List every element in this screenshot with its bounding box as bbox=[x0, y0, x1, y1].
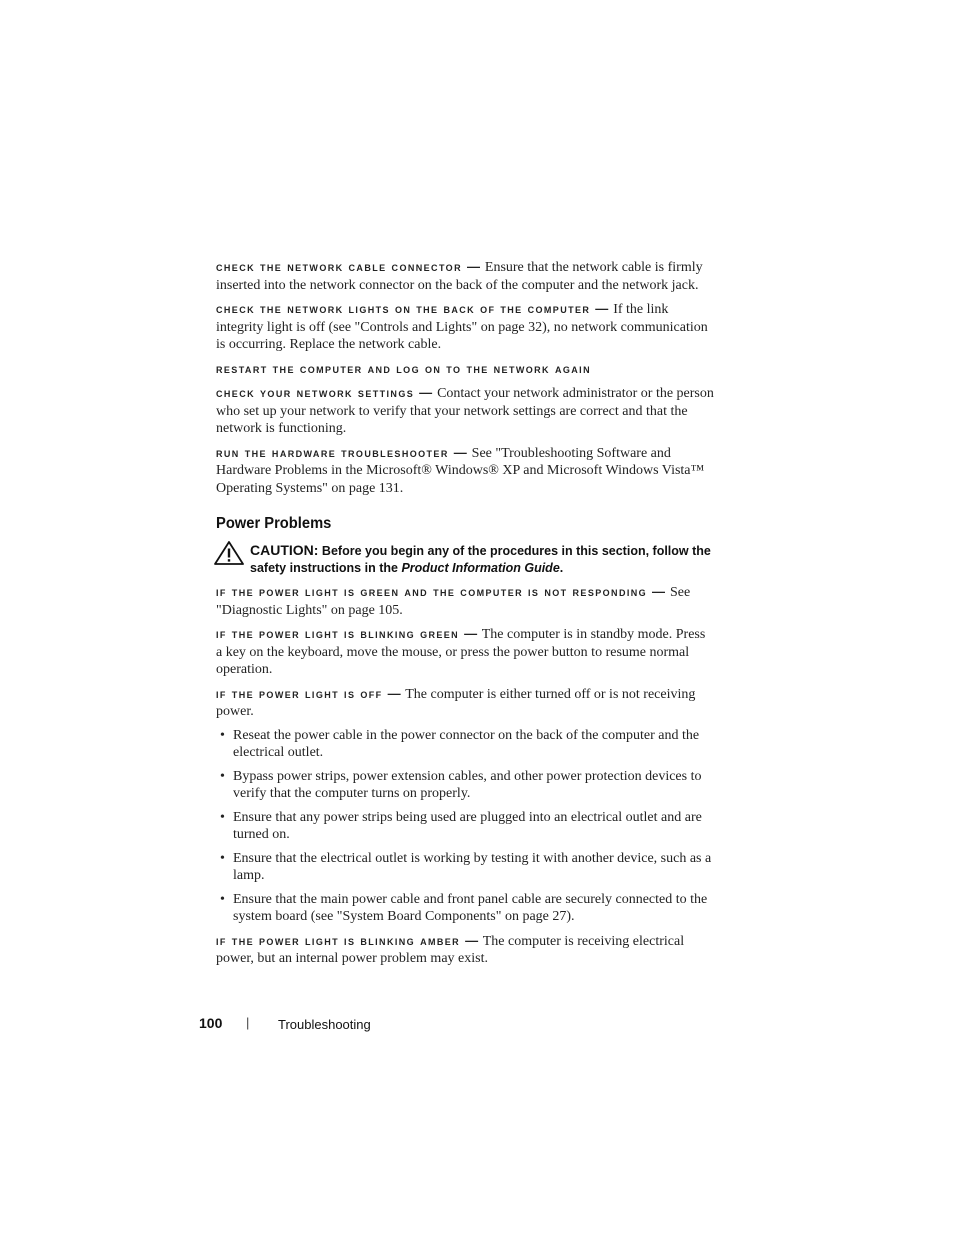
paragraph-check-settings bbox=[216, 384, 714, 438]
caution-text: Before you begin any of the procedures in this section, follow the safety instructions in the bbox=[250, 544, 711, 575]
lead-heading: check the network lights on the back of the computer — bbox=[216, 301, 610, 316]
bullet-icon: • bbox=[220, 891, 225, 907]
bullet-list bbox=[216, 727, 714, 926]
paragraph-text: Ensure that the network cable is firmly inserted into the network connector on the back of the computer and the network jack. bbox=[216, 260, 703, 293]
lead-heading: if the power light is off — bbox=[216, 685, 402, 701]
list-item: • Ensure that any power strips being used are plugged into an electrical outlet and are turned on. bbox=[220, 809, 702, 842]
warning-triangle-icon bbox=[214, 541, 244, 565]
paragraph-check-cable bbox=[216, 258, 714, 294]
lead-heading: restart the computer and log on to the network again bbox=[216, 360, 591, 376]
lead-heading: check your network settings — bbox=[216, 385, 434, 400]
chapter-title: Troubleshooting bbox=[278, 1017, 371, 1032]
page-number: 100 bbox=[199, 1015, 223, 1031]
paragraph-power-blinking-green bbox=[216, 625, 714, 679]
paragraph-text: See "Diagnostic Lights" on page 105. bbox=[216, 585, 691, 618]
paragraph-power-off bbox=[216, 685, 714, 721]
bullet-icon: • bbox=[220, 727, 225, 743]
section-title: Power Problems bbox=[216, 515, 332, 532]
bullet-icon: • bbox=[220, 768, 225, 784]
list-item: • Ensure that the electrical outlet is working by testing it with another device, such as a lamp. bbox=[220, 850, 712, 883]
lead-heading: check the network cable connector — bbox=[216, 259, 482, 274]
bullet-icon: • bbox=[220, 809, 225, 825]
footer-separator: | bbox=[246, 1015, 250, 1030]
bullet-icon: • bbox=[220, 850, 225, 866]
paragraph-text: The computer is receiving electrical power, but an internal power problem may exist. bbox=[216, 933, 685, 966]
paragraph-troubleshooter bbox=[216, 444, 714, 498]
caution-end: . bbox=[559, 561, 564, 575]
lead-heading: if the power light is green and the computer is not responding — bbox=[216, 584, 667, 599]
lead-heading: if the power light is blinking amber — bbox=[216, 932, 480, 948]
paragraph-text: The computer is in standby mode. Press a key on the keyboard, move the mouse, or press the power button to resume normal operation. bbox=[216, 627, 706, 677]
paragraph-restart bbox=[216, 360, 714, 379]
list-item: • Reseat the power cable in the power connector on the back of the computer and the electrical outlet. bbox=[220, 727, 700, 760]
lead-heading: if the power light is blinking green — bbox=[216, 626, 479, 641]
caution-notice bbox=[216, 542, 714, 577]
caution-label: CAUTION: bbox=[250, 542, 319, 558]
paragraph-power-green bbox=[216, 583, 714, 619]
paragraph-text: If the link integrity light is off (see "Controls and Lights" on page 32), no network communication is occurring. Replace the network cable. bbox=[216, 302, 708, 352]
paragraph-text: The computer is either turned off or is not receiving power. bbox=[216, 686, 696, 719]
page-content bbox=[216, 258, 714, 974]
lead-heading: run the hardware troubleshooter — bbox=[216, 444, 469, 460]
caution-guide-title: Product Information Guide bbox=[401, 561, 560, 575]
list-item: • Bypass power strips, power extension cables, and other power protection devices to verify that the computer turns on properly. bbox=[220, 768, 702, 801]
paragraph-check-lights bbox=[216, 300, 714, 354]
paragraph-power-blinking-amber bbox=[216, 932, 714, 968]
list-item: • Ensure that the main power cable and front panel cable are securely connected to the system board (see "System Board Components" on page 27). bbox=[220, 891, 708, 924]
paragraph-text: See "Troubleshooting Software and Hardware Problems in the Microsoft® Windows® XP and Microsoft Windows Vista™ Operating Systems" on page 131. bbox=[216, 445, 705, 496]
paragraph-text: Contact your network administrator or the person who set up your network to verify that your network settings are correct and that the network is functioning. bbox=[216, 386, 714, 436]
